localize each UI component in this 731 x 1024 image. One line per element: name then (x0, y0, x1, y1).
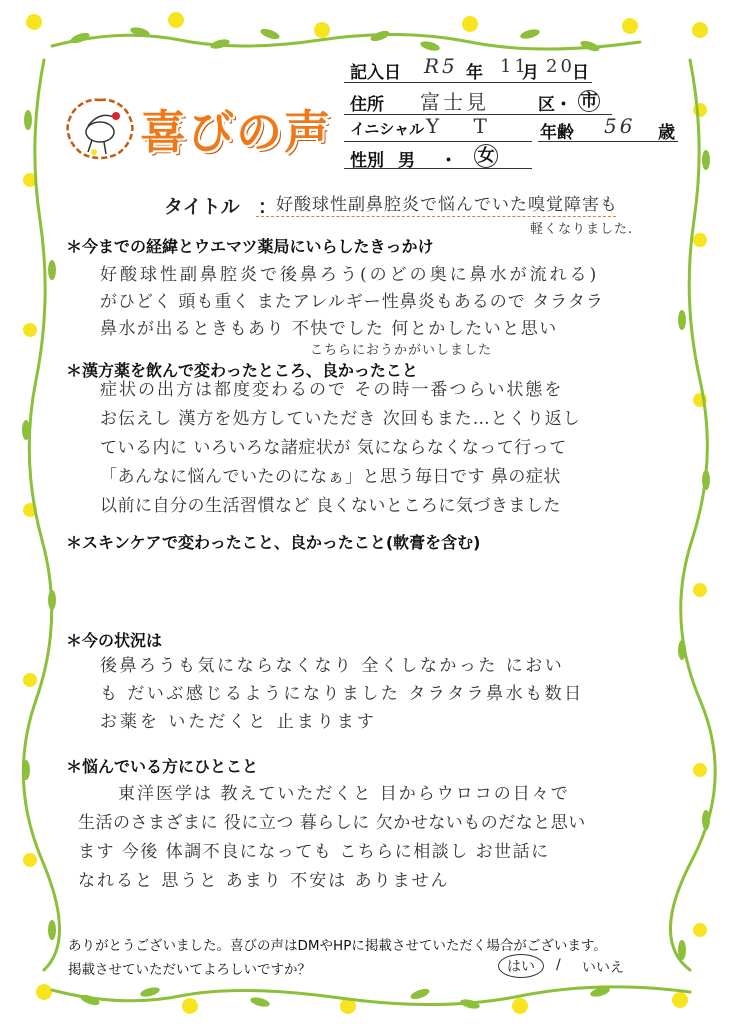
section-answer-advice (78, 780, 708, 896)
answer-line: 好酸球性副鼻腔炎で後鼻ろう(のどの奥に鼻水が流れる) (100, 265, 600, 285)
section-question-advice: ＊悩んでいる方にひとこと (66, 757, 259, 776)
age-unit: 歳 (658, 123, 675, 143)
divider (344, 82, 592, 83)
date-month: 11 (500, 56, 529, 77)
answer-line: ている内に いろいろな諸症状が 気にならなくなって行って (100, 438, 567, 458)
initial-value: Y T (426, 114, 501, 138)
crane-logo-icon (64, 96, 136, 162)
gender-label: 性別 (350, 151, 384, 171)
title-text-line2: 軽くなりました. (530, 222, 634, 237)
title-text-line1: 好酸球性副鼻腔炎で悩んでいた嗅覚障害も (276, 195, 618, 215)
answer-line: も だいぶ感じるようになりました タラタラ鼻水も数日 (100, 684, 584, 704)
date-label: 記入日 (350, 63, 401, 83)
section-question-kampo: ＊漢方薬を飲んで変わったところ、良かったこと (66, 361, 418, 380)
section-question-skincare: ＊スキンケアで変わったこと、良かったこと(軟膏を含む) (66, 533, 481, 552)
address-ward: 区・ (538, 95, 572, 115)
title-label: タイトル (164, 196, 240, 218)
section-answer-current (100, 652, 700, 736)
gender-female-circled: 女 (474, 144, 498, 168)
answer-line: 鼻水が出るときもあり 不快でした 何とかしたいと思い (100, 319, 558, 339)
consent-yes-option[interactable]: はい (498, 954, 544, 978)
date-day: 20 (546, 56, 575, 77)
age-label: 年齢 (540, 123, 574, 143)
answer-line: 後鼻ろうも気にならなくなり 全くしなかった におい (100, 656, 565, 676)
consent-slash: / (556, 957, 561, 973)
page-title: 喜びの声 (140, 105, 332, 159)
gender-male: 男 (398, 151, 415, 171)
answer-line: なれると 思うと あまり 不安は ありません (78, 871, 450, 891)
answer-line: 東洋医学は 教えていただくと 目からウロコの日々で (118, 784, 570, 804)
address-city-circled: 市 (578, 90, 600, 112)
date-year-unit: 年 (466, 63, 483, 83)
section-question-current: ＊今の状況は (66, 631, 163, 650)
title-underline (256, 216, 616, 217)
date-era: R5 (424, 54, 458, 78)
divider (344, 168, 532, 169)
divider (538, 141, 678, 142)
section-question-background: ＊今までの経緯とウエマツ薬局にいらしたきっかけ (66, 237, 434, 256)
answer-line: 症状の出方は都度変わるので その時一番つらい状態を (100, 380, 564, 400)
answer-line: こちらにおうかがいしました (310, 343, 493, 358)
initial-label: イニシャル (350, 120, 425, 138)
section-answer-kampo (100, 376, 700, 521)
answer-line: ます 今後 体調不良になっても こちらに相談し お世話に (78, 842, 550, 862)
consent-notice: ありがとうございました。喜びの声はDMやHPに掲載させていただく場合がございます。 (68, 938, 607, 954)
answer-line: 「あんなに悩んでいたのになぁ」と思う毎日です 鼻の症状 (100, 467, 561, 487)
title-colon: ： (258, 196, 278, 218)
consent-no-option[interactable]: いいえ (582, 960, 624, 976)
answer-line: がひどく 頭も重く またアレルギー性鼻炎もあるので タラタラ (100, 292, 604, 312)
answer-line: 生活のさまざまに 役に立つ 暮らしに 欠かせないものだなと思い (78, 813, 586, 833)
consent-question: 掲載させていただいてよろしいですか？ (68, 962, 311, 978)
answer-line: お薬を いただくと 止まります (100, 712, 377, 732)
gender-separator: ・ (440, 151, 457, 171)
section-answer-background (100, 262, 700, 359)
address-label: 住所 (350, 95, 384, 115)
date-month-unit: 月 (522, 63, 539, 83)
address-value: 富士見 (420, 90, 489, 114)
age-value: 56 (604, 114, 636, 138)
divider (344, 141, 532, 142)
answer-line: お伝えし 漢方を処方していただき 次回もまた…とくり返し (100, 409, 581, 429)
answer-line: 以前に自分の生活習慣など 良くないところに気づきました (100, 496, 561, 516)
date-day-unit: 日 (572, 63, 589, 83)
